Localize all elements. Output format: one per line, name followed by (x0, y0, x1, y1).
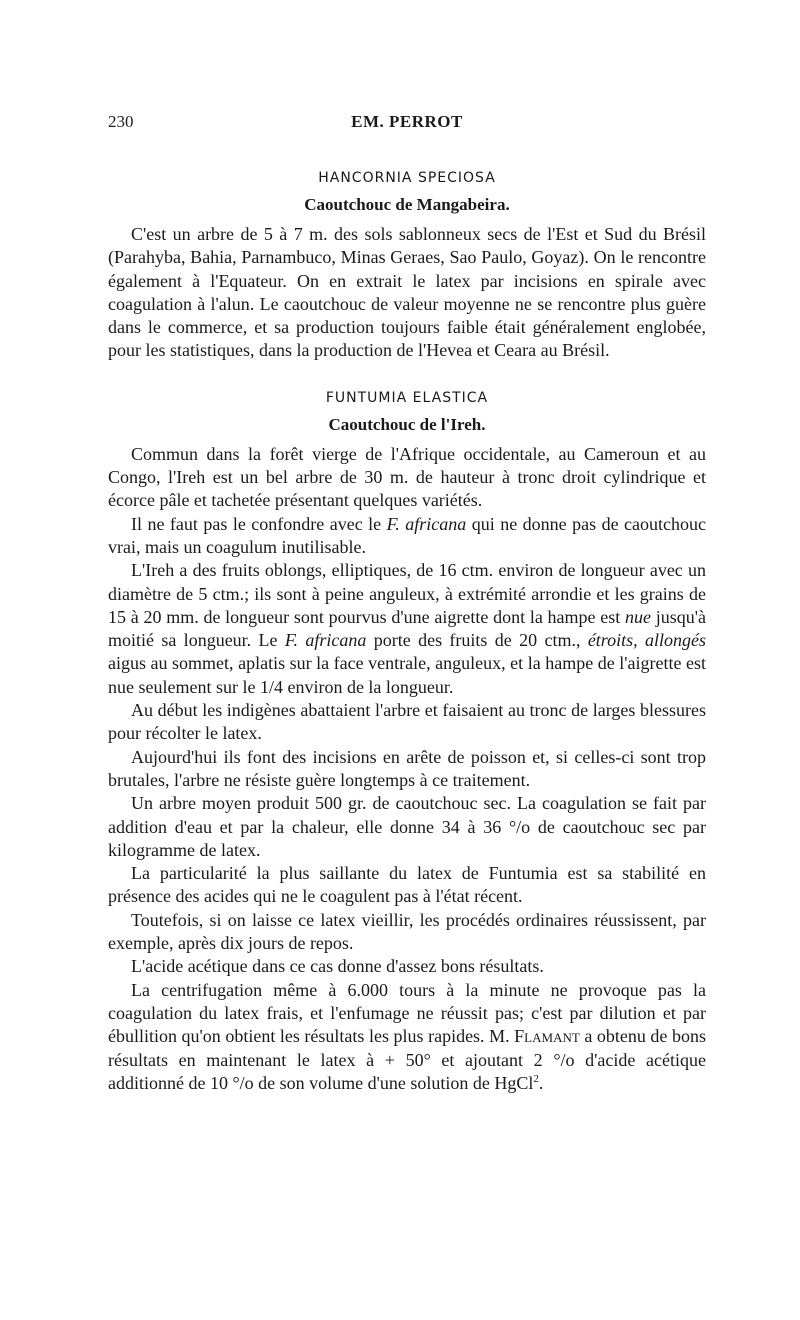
funtumia-paragraph-10 (108, 979, 706, 1095)
text-span: jusqu'à moitié sa longueur. Le (108, 606, 706, 651)
chemical-subscript: 2 (533, 1072, 539, 1085)
section-title-hancornia: HANCORNIA SPECIOSA (318, 170, 496, 186)
text-span: Il ne faut pas le confondre avec le (131, 513, 387, 534)
funtumia-paragraph-9: L'acide acétique dans ce cas donne d'assez bons résultats. (131, 956, 544, 977)
funtumia-paragraph-6: Un arbre moyen produit 500 gr. de caoutchouc sec. La coagulation se fait par addition d'eau et par la chaleur, elle donne 34 à 36 °/o de caoutchouc sec par kilogramme de latex. (108, 793, 706, 860)
text-span: qui ne donne pas de caoutchouc vrai, mais un coagulum inutilisable. (108, 513, 706, 557)
author-name: Flamant (514, 1026, 580, 1047)
funtumia-paragraph-4: Au début les indigènes abattaient l'arbre et faisaient au tronc de larges blessures pour récolter le latex. (108, 700, 706, 744)
species-name: F. africana (386, 513, 467, 534)
section-subtitle-ireh: Caoutchouc de l'Ireh. (328, 414, 486, 434)
funtumia-paragraph-5: Aujourd'hui ils font des incisions en arête de poisson et, si celles-ci sont trop brutales, l'arbre ne résiste guère longtemps à ce traitement. (108, 746, 706, 790)
emphasis: nue (625, 606, 652, 627)
text-span: L'Ireh a des fruits oblongs, elliptiques, de 16 ctm. environ de longueur avec un diamètre de 5 ctm.; ils sont à peine anguleux, à extrémité arrondie et les grains de 15 à 20 mm. de longueur sont pourvus d'une aigrette dont la hampe est (108, 560, 706, 627)
text-span: aigus au sommet, aplatis sur la face ventrale, anguleux, et la hampe de l'aigrette est nue seulement sur le 1/4 environ de la longueur. (108, 653, 706, 697)
section-subtitle-mangabeira: Caoutchouc de Mangabeira. (304, 195, 510, 214)
page-header (108, 112, 706, 138)
book-page (108, 112, 706, 1095)
text-span: . (538, 1072, 544, 1093)
funtumia-paragraph-1: Commun dans la forêt vierge de l'Afrique occidentale, au Cameroun et au Congo, l'Ireh est un bel arbre de 30 m. de hauteur à tronc droit cylindrique et écorce pâle et tachetée présentant quelques variétés. (108, 443, 706, 511)
text-span: a obtenu de bons résultats en maintenant le latex à + 50° et ajoutant 2 °/o d'acide acétique additionné de 10 °/o de son volume d'une solution de HgCl (108, 1026, 706, 1093)
species-name: F. africana (284, 630, 367, 651)
funtumia-paragraph-8: Toutefois, si on laisse ce latex vieillir, les procédés ordinaires réussissent, par exemple, après dix jours de repos. (108, 909, 706, 954)
hancornia-paragraph: C'est un arbre de 5 à 7 m. des sols sablonneux secs de l'Est et Sud du Brésil (Parahyba, Bahia, Parnambuco, Minas Geraes, Sao Paulo, Goyaz). On le rencontre également à l'Equateur. On en extrait le latex par incisions en spirale avec coagulation à l'alun. Le caoutchouc de valeur moyenne ne se rencontre plus guère dans le commerce, et sa production toujours faible était généralement englobée, pour les statistiques, dans la production de l'Hevea et Ceara au Brésil. (108, 224, 706, 361)
page-number: 230 (108, 112, 134, 131)
text-span: porte des fruits de 20 ctm., (366, 630, 588, 651)
section-title-funtumia: FUNTUMIA ELASTICA (325, 389, 489, 406)
funtumia-paragraph-3 (108, 559, 706, 699)
running-title: EM. PERROT (351, 112, 463, 131)
funtumia-paragraph-7: La particularité la plus saillante du latex de Funtumia est sa stabilité en présence des acides qui ne le coagulent pas à l'état récent. (108, 863, 706, 907)
funtumia-paragraph-2 (108, 513, 706, 560)
text-span: La centrifugation même à 6.000 tours à la minute ne provoque pas la coagulation du latex frais, et l'enfumage ne réussit pas; c'est par dilution et par ébullition qu'on obtient les résultats les plus rapides. M. (108, 979, 706, 1047)
emphasis: étroits, allongés (587, 630, 706, 651)
